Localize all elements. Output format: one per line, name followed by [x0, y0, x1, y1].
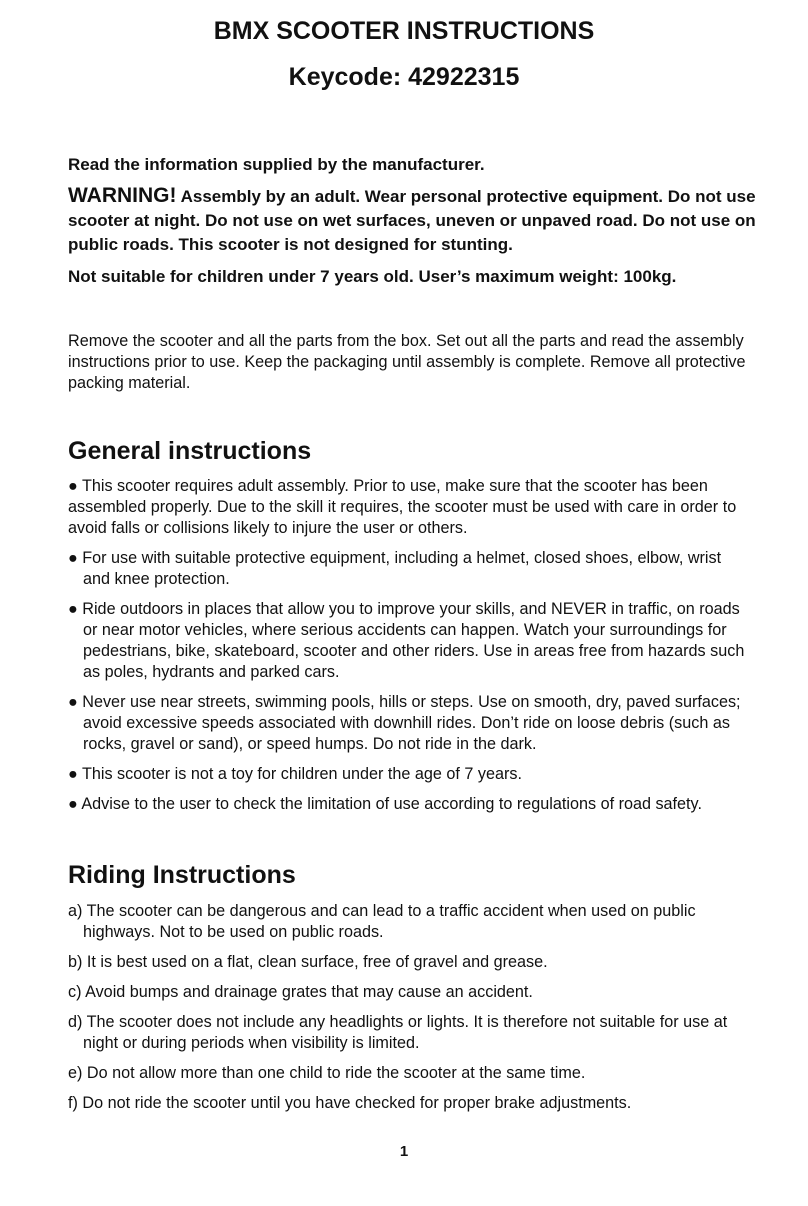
general-item: ● Never use near streets, swimming pools, hills or steps. Use on smooth, dry, paved surfaces; avoid excessive speeds associated with downhill rides. Don’t ride on loose debris (such as rocks, gravel or sand), or speed humps. Do not ride in the dark. [68, 693, 741, 753]
general-section [68, 436, 748, 824]
intro-block [68, 153, 758, 289]
riding-item: c) Avoid bumps and drainage grates that may cause an accident. [68, 983, 533, 1001]
riding-section [68, 860, 758, 1123]
warning-paragraph [68, 184, 758, 257]
general-item: ● For use with suitable protective equipment, including a helmet, closed shoes, elbow, wrist and knee protection. [68, 549, 722, 588]
general-heading: General instructions [68, 437, 312, 465]
keycode: Keycode: 42922315 [288, 63, 520, 91]
page-number: 1 [399, 1143, 409, 1160]
riding-item: d) The scooter does not include any headlights or lights. It is therefore not suitable for use at night or during periods when visibility is limited. [68, 1013, 728, 1052]
warning-text: Assembly by an adult. Wear personal protective equipment. Do not use scooter at night. Do not use on wet surfaces, uneven or unpaved road. Do not use on public roads. This scooter is not designed for stunting. [68, 187, 756, 254]
warning-label: WARNING! [68, 184, 177, 207]
general-item: ● Advise to the user to check the limitation of use according to regulations of road safety. [68, 795, 702, 813]
riding-item: a) The scooter can be dangerous and can lead to a traffic accident when used on public highways. Not to be used on public roads. [68, 902, 696, 941]
unpack-block [68, 331, 758, 394]
general-item: ● Ride outdoors in places that allow you to improve your skills, and NEVER in traffic, on roads or near motor vehicles, where serious accidents can happen. Watch your surroundings for pedestrians, bike, skateboard, scooter and other riders. Use in areas free from hazards such as poles, hydrants and parked cars. [68, 600, 745, 681]
general-item: ● This scooter requires adult assembly. Prior to use, make sure that the scooter has been assembled properly. Due to the skill it requires, the scooter must be used with care in order to avoid falls or collisions likely to injure the user or others. [68, 477, 737, 537]
general-item: ● This scooter is not a toy for children under the age of 7 years. [68, 765, 522, 783]
riding-item: e) Do not allow more than one child to ride the scooter at the same time. [68, 1064, 586, 1082]
riding-heading: Riding Instructions [68, 861, 296, 889]
unpack-paragraph: Remove the scooter and all the parts from the box. Set out all the parts and read the assembly instructions prior to use. Keep the packaging until assembly is complete. Remove all protective packing material. [68, 332, 746, 392]
document-title: BMX SCOOTER INSTRUCTIONS [213, 17, 595, 45]
riding-item: b) It is best used on a flat, clean surface, free of gravel and grease. [68, 953, 548, 971]
read-info-line: Read the information supplied by the manufacturer. [68, 155, 485, 174]
suitability-line: Not suitable for children under 7 years old. User’s maximum weight: 100kg. [68, 267, 677, 286]
riding-item: f) Do not ride the scooter until you have checked for proper brake adjustments. [68, 1094, 632, 1112]
